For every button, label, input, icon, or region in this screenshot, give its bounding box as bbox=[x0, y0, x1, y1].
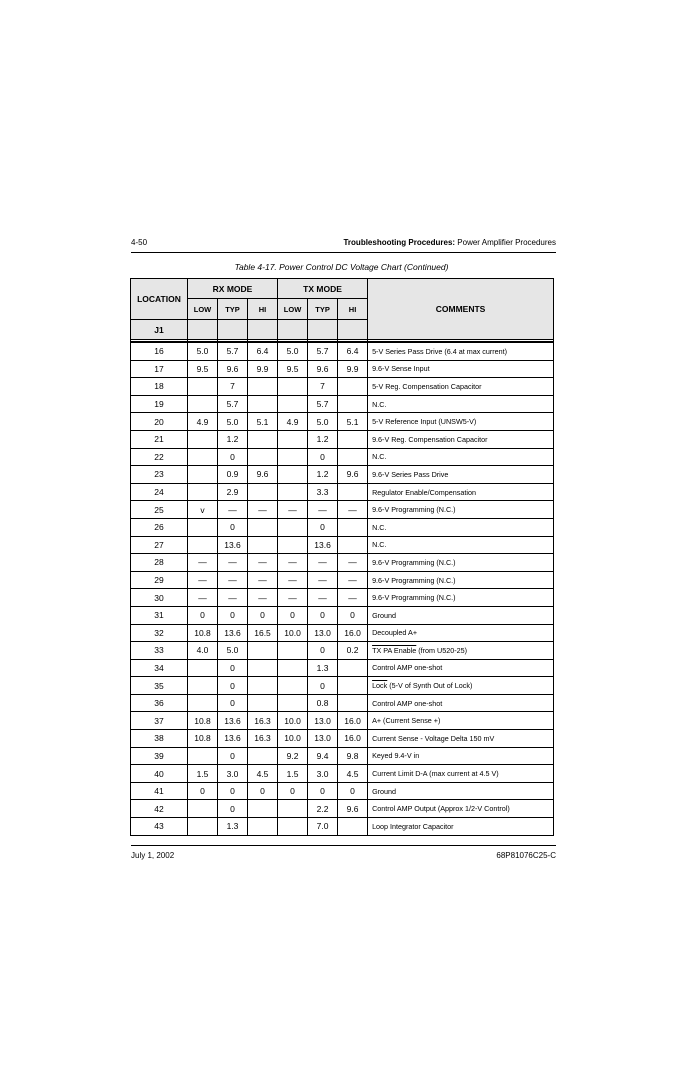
cell-rxh bbox=[248, 483, 278, 501]
cell-rxt: 0 bbox=[218, 782, 248, 800]
cell-rxh bbox=[248, 448, 278, 466]
cell-txt: — bbox=[308, 571, 338, 589]
cell-txl: 9.5 bbox=[278, 360, 308, 378]
cell-loc: 36 bbox=[131, 694, 188, 712]
cell-rxt: 1.2 bbox=[218, 430, 248, 448]
cell-comment: A+ (Current Sense +) bbox=[368, 712, 554, 730]
cell-rxh: — bbox=[248, 501, 278, 519]
cell-txt: 1.3 bbox=[308, 659, 338, 677]
cell-rxl bbox=[188, 466, 218, 484]
tx-hi-header: HI bbox=[338, 299, 368, 320]
cell-comment: 9.6-V Programming (N.C.) bbox=[368, 589, 554, 607]
cell-comment: Ground bbox=[368, 782, 554, 800]
cell-comment bbox=[368, 642, 554, 660]
section-title-rest: Power Amplifier Procedures bbox=[455, 238, 556, 247]
cell-txl bbox=[278, 818, 308, 836]
cell-txl: — bbox=[278, 589, 308, 607]
table-body bbox=[131, 340, 554, 836]
cell-loc: 26 bbox=[131, 518, 188, 536]
cell-comment: Decoupled A+ bbox=[368, 624, 554, 642]
page-header bbox=[131, 238, 556, 252]
page-number: 4-50 bbox=[131, 238, 148, 247]
blank-header-cell bbox=[308, 320, 338, 340]
cell-rxh: 16.5 bbox=[248, 624, 278, 642]
cell-rxl bbox=[188, 818, 218, 836]
cell-loc: 29 bbox=[131, 571, 188, 589]
page-footer bbox=[131, 851, 556, 865]
cell-txt: 9.4 bbox=[308, 747, 338, 765]
cell-comment: Current Limit D-A (max current at 4.5 V) bbox=[368, 765, 554, 783]
table-row bbox=[131, 466, 554, 484]
cell-rxl: — bbox=[188, 589, 218, 607]
cell-rxt: 0.9 bbox=[218, 466, 248, 484]
cell-txl: 10.0 bbox=[278, 624, 308, 642]
cell-rxl bbox=[188, 747, 218, 765]
blank-header-cell bbox=[278, 320, 308, 340]
cell-loc: 28 bbox=[131, 554, 188, 572]
cell-loc: 43 bbox=[131, 818, 188, 836]
cell-rxt: 2.9 bbox=[218, 483, 248, 501]
cell-txh: — bbox=[338, 571, 368, 589]
cell-loc: 27 bbox=[131, 536, 188, 554]
cell-loc: 17 bbox=[131, 360, 188, 378]
cell-loc: 22 bbox=[131, 448, 188, 466]
table-row bbox=[131, 677, 554, 695]
table-row bbox=[131, 747, 554, 765]
cell-rxl bbox=[188, 430, 218, 448]
table-row bbox=[131, 360, 554, 378]
cell-rxt: 5.0 bbox=[218, 642, 248, 660]
cell-comment: N.C. bbox=[368, 448, 554, 466]
cell-txl bbox=[278, 536, 308, 554]
cell-comment: N.C. bbox=[368, 518, 554, 536]
cell-comment: 9.6-V Programming (N.C.) bbox=[368, 554, 554, 572]
cell-rxl bbox=[188, 677, 218, 695]
connector-header: J1 bbox=[131, 320, 188, 340]
cell-txl bbox=[278, 642, 308, 660]
cell-comment: 9.6-V Series Pass Drive bbox=[368, 466, 554, 484]
cell-txh: 4.5 bbox=[338, 765, 368, 783]
cell-rxl: 1.5 bbox=[188, 765, 218, 783]
cell-txh bbox=[338, 448, 368, 466]
cell-rxl bbox=[188, 448, 218, 466]
cell-rxh bbox=[248, 677, 278, 695]
rx-hi-header: HI bbox=[248, 299, 278, 320]
blank-header-cell bbox=[218, 320, 248, 340]
cell-comment bbox=[368, 677, 554, 695]
cell-txl bbox=[278, 395, 308, 413]
cell-comment: 9.6-V Reg. Compensation Capacitor bbox=[368, 430, 554, 448]
cell-txt: 0.8 bbox=[308, 694, 338, 712]
table-row bbox=[131, 606, 554, 624]
cell-rxl bbox=[188, 536, 218, 554]
cell-rxh: 4.5 bbox=[248, 765, 278, 783]
cell-txl: 10.0 bbox=[278, 712, 308, 730]
cell-rxh: 0 bbox=[248, 782, 278, 800]
cell-rxh bbox=[248, 818, 278, 836]
cell-txh: 5.1 bbox=[338, 413, 368, 431]
cell-txl bbox=[278, 518, 308, 536]
cell-rxl: 10.8 bbox=[188, 624, 218, 642]
cell-loc: 23 bbox=[131, 466, 188, 484]
table-row bbox=[131, 730, 554, 748]
cell-txt: 13.6 bbox=[308, 536, 338, 554]
table-row bbox=[131, 694, 554, 712]
cell-rxl bbox=[188, 483, 218, 501]
cell-rxl: — bbox=[188, 554, 218, 572]
cell-loc: 37 bbox=[131, 712, 188, 730]
location-header: LOCATION bbox=[131, 279, 188, 320]
cell-txh: 9.9 bbox=[338, 360, 368, 378]
rx-low-header: LOW bbox=[188, 299, 218, 320]
cell-txl bbox=[278, 430, 308, 448]
cell-loc: 38 bbox=[131, 730, 188, 748]
cell-rxh: 9.6 bbox=[248, 466, 278, 484]
header-rule bbox=[131, 252, 556, 253]
cell-rxt: — bbox=[218, 554, 248, 572]
cell-loc: 33 bbox=[131, 642, 188, 660]
cell-rxh: 6.4 bbox=[248, 342, 278, 360]
tx-low-header: LOW bbox=[278, 299, 308, 320]
table-row bbox=[131, 571, 554, 589]
cell-txt: 3.3 bbox=[308, 483, 338, 501]
cell-comment: 5-V Series Pass Drive (6.4 at max current) bbox=[368, 342, 554, 360]
cell-txh bbox=[338, 694, 368, 712]
cell-rxl: v bbox=[188, 501, 218, 519]
cell-txl bbox=[278, 483, 308, 501]
cell-txl: 0 bbox=[278, 782, 308, 800]
cell-rxt: 0 bbox=[218, 448, 248, 466]
cell-loc: 24 bbox=[131, 483, 188, 501]
table-row bbox=[131, 818, 554, 836]
cell-txl bbox=[278, 694, 308, 712]
cell-txt: 13.0 bbox=[308, 730, 338, 748]
cell-loc: 40 bbox=[131, 765, 188, 783]
cell-txh: 16.0 bbox=[338, 730, 368, 748]
comment-overlined: TX PA Enable bbox=[372, 645, 417, 655]
cell-txl bbox=[278, 466, 308, 484]
cell-rxl: 9.5 bbox=[188, 360, 218, 378]
cell-rxt: 13.6 bbox=[218, 624, 248, 642]
cell-txh: 0 bbox=[338, 782, 368, 800]
cell-txt: 1.2 bbox=[308, 430, 338, 448]
cell-txl: 0 bbox=[278, 606, 308, 624]
table-row bbox=[131, 501, 554, 519]
cell-rxl: 5.0 bbox=[188, 342, 218, 360]
cell-rxt: 13.6 bbox=[218, 712, 248, 730]
cell-loc: 18 bbox=[131, 378, 188, 396]
comments-header: COMMENTS bbox=[368, 279, 554, 340]
cell-rxh bbox=[248, 659, 278, 677]
cell-rxt: 13.6 bbox=[218, 536, 248, 554]
cell-rxh: 16.3 bbox=[248, 730, 278, 748]
comment-rest: (from U520-25) bbox=[416, 645, 468, 655]
tx-typ-header: TYP bbox=[308, 299, 338, 320]
comment-rest: (5-V of Synth Out of Lock) bbox=[387, 681, 473, 691]
cell-rxh bbox=[248, 800, 278, 818]
cell-rxh bbox=[248, 395, 278, 413]
comment-overlined: Lock bbox=[372, 681, 388, 691]
cell-rxt: 0 bbox=[218, 518, 248, 536]
cell-txh bbox=[338, 378, 368, 396]
table-row bbox=[131, 395, 554, 413]
cell-txh: 0 bbox=[338, 606, 368, 624]
cell-txt: 9.6 bbox=[308, 360, 338, 378]
cell-txl: — bbox=[278, 501, 308, 519]
cell-rxh: — bbox=[248, 571, 278, 589]
table-caption: Table 4-17. Power Control DC Voltage Chart (Continued) bbox=[234, 262, 449, 272]
table-row bbox=[131, 800, 554, 818]
cell-txh bbox=[338, 659, 368, 677]
cell-rxl: 10.8 bbox=[188, 730, 218, 748]
cell-rxt: 1.3 bbox=[218, 818, 248, 836]
cell-txh bbox=[338, 483, 368, 501]
cell-rxt: — bbox=[218, 571, 248, 589]
cell-loc: 34 bbox=[131, 659, 188, 677]
cell-txl bbox=[278, 677, 308, 695]
cell-txt: 2.2 bbox=[308, 800, 338, 818]
cell-txh: — bbox=[338, 554, 368, 572]
cell-loc: 32 bbox=[131, 624, 188, 642]
cell-rxl: 10.8 bbox=[188, 712, 218, 730]
table-row bbox=[131, 624, 554, 642]
power-control-voltage-table bbox=[130, 278, 554, 836]
cell-txt: — bbox=[308, 589, 338, 607]
cell-rxh: — bbox=[248, 554, 278, 572]
cell-txl: 5.0 bbox=[278, 342, 308, 360]
cell-txt: 1.2 bbox=[308, 466, 338, 484]
cell-txh bbox=[338, 677, 368, 695]
cell-comment: N.C. bbox=[368, 395, 554, 413]
table-row bbox=[131, 642, 554, 660]
table-row bbox=[131, 659, 554, 677]
cell-txh bbox=[338, 518, 368, 536]
cell-loc: 41 bbox=[131, 782, 188, 800]
cell-loc: 19 bbox=[131, 395, 188, 413]
cell-rxt: 0 bbox=[218, 694, 248, 712]
table-row bbox=[131, 342, 554, 360]
table-row bbox=[131, 765, 554, 783]
cell-rxt: 3.0 bbox=[218, 765, 248, 783]
rx-mode-header: RX MODE bbox=[188, 279, 278, 299]
cell-txh: 0.2 bbox=[338, 642, 368, 660]
cell-txt: 0 bbox=[308, 448, 338, 466]
cell-comment: Keyed 9.4-V in bbox=[368, 747, 554, 765]
cell-rxl: 0 bbox=[188, 782, 218, 800]
cell-rxl bbox=[188, 659, 218, 677]
cell-txh: — bbox=[338, 501, 368, 519]
cell-txh: 6.4 bbox=[338, 342, 368, 360]
blank-header-cell bbox=[188, 320, 218, 340]
cell-rxh: 16.3 bbox=[248, 712, 278, 730]
cell-txt: 0 bbox=[308, 642, 338, 660]
table-row bbox=[131, 589, 554, 607]
cell-txt: 7 bbox=[308, 378, 338, 396]
tx-mode-header: TX MODE bbox=[278, 279, 368, 299]
cell-rxh: 5.1 bbox=[248, 413, 278, 431]
cell-txh: 9.6 bbox=[338, 800, 368, 818]
cell-txl bbox=[278, 800, 308, 818]
cell-loc: 21 bbox=[131, 430, 188, 448]
cell-txh: 16.0 bbox=[338, 624, 368, 642]
cell-loc: 20 bbox=[131, 413, 188, 431]
cell-rxl: 0 bbox=[188, 606, 218, 624]
blank-header-cell bbox=[338, 320, 368, 340]
footer-rule bbox=[131, 845, 556, 846]
blank-header-cell bbox=[248, 320, 278, 340]
cell-rxl bbox=[188, 378, 218, 396]
cell-comment: 5-V Reg. Compensation Capacitor bbox=[368, 378, 554, 396]
cell-comment: 9.6-V Programming (N.C.) bbox=[368, 501, 554, 519]
cell-rxh bbox=[248, 518, 278, 536]
cell-rxh: — bbox=[248, 589, 278, 607]
cell-rxt: — bbox=[218, 501, 248, 519]
table-row bbox=[131, 536, 554, 554]
table-row bbox=[131, 413, 554, 431]
cell-rxl: — bbox=[188, 571, 218, 589]
cell-txl bbox=[278, 378, 308, 396]
cell-rxt: 5.7 bbox=[218, 395, 248, 413]
table-row bbox=[131, 430, 554, 448]
cell-loc: 31 bbox=[131, 606, 188, 624]
cell-rxt: 0 bbox=[218, 747, 248, 765]
cell-rxl: 4.0 bbox=[188, 642, 218, 660]
cell-txh bbox=[338, 395, 368, 413]
table-row bbox=[131, 518, 554, 536]
cell-rxl bbox=[188, 800, 218, 818]
cell-rxt: 5.0 bbox=[218, 413, 248, 431]
cell-comment: 9.6-V Sense Input bbox=[368, 360, 554, 378]
cell-txt: 0 bbox=[308, 782, 338, 800]
cell-rxl bbox=[188, 518, 218, 536]
cell-rxh bbox=[248, 378, 278, 396]
cell-txl: — bbox=[278, 554, 308, 572]
cell-txh bbox=[338, 430, 368, 448]
table-row bbox=[131, 782, 554, 800]
section-title bbox=[343, 238, 556, 247]
table-row bbox=[131, 483, 554, 501]
cell-rxl: 4.9 bbox=[188, 413, 218, 431]
cell-txl: — bbox=[278, 571, 308, 589]
cell-txl: 9.2 bbox=[278, 747, 308, 765]
cell-rxh bbox=[248, 430, 278, 448]
cell-loc: 30 bbox=[131, 589, 188, 607]
cell-rxt: 0 bbox=[218, 659, 248, 677]
cell-txt: 13.0 bbox=[308, 712, 338, 730]
cell-txh: 9.6 bbox=[338, 466, 368, 484]
cell-comment: Loop Integrator Capacitor bbox=[368, 818, 554, 836]
cell-loc: 42 bbox=[131, 800, 188, 818]
cell-txl: 4.9 bbox=[278, 413, 308, 431]
cell-txl bbox=[278, 448, 308, 466]
cell-txt: 5.0 bbox=[308, 413, 338, 431]
cell-txl: 1.5 bbox=[278, 765, 308, 783]
cell-rxl bbox=[188, 395, 218, 413]
cell-txl: 10.0 bbox=[278, 730, 308, 748]
cell-rxl bbox=[188, 694, 218, 712]
cell-txh: 9.8 bbox=[338, 747, 368, 765]
cell-comment: Regulator Enable/Compensation bbox=[368, 483, 554, 501]
cell-loc: 25 bbox=[131, 501, 188, 519]
cell-loc: 16 bbox=[131, 342, 188, 360]
cell-txt: 0 bbox=[308, 606, 338, 624]
cell-rxh bbox=[248, 642, 278, 660]
cell-txh: — bbox=[338, 589, 368, 607]
cell-rxt: 0 bbox=[218, 677, 248, 695]
cell-txl bbox=[278, 659, 308, 677]
cell-loc: 35 bbox=[131, 677, 188, 695]
cell-comment: Control AMP one-shot bbox=[368, 694, 554, 712]
cell-rxt: — bbox=[218, 589, 248, 607]
cell-rxh: 9.9 bbox=[248, 360, 278, 378]
table-row bbox=[131, 554, 554, 572]
cell-rxh bbox=[248, 747, 278, 765]
cell-rxh: 0 bbox=[248, 606, 278, 624]
cell-loc: 39 bbox=[131, 747, 188, 765]
cell-comment: N.C. bbox=[368, 536, 554, 554]
cell-txt: — bbox=[308, 501, 338, 519]
table-row bbox=[131, 712, 554, 730]
cell-comment: Control AMP one-shot bbox=[368, 659, 554, 677]
table-row bbox=[131, 378, 554, 396]
cell-txt: 5.7 bbox=[308, 395, 338, 413]
cell-txt: 13.0 bbox=[308, 624, 338, 642]
cell-comment: Ground bbox=[368, 606, 554, 624]
cell-rxh bbox=[248, 536, 278, 554]
table-row bbox=[131, 448, 554, 466]
footer-date: July 1, 2002 bbox=[131, 851, 175, 860]
cell-txt: 7.0 bbox=[308, 818, 338, 836]
cell-rxt: 0 bbox=[218, 800, 248, 818]
cell-txh: 16.0 bbox=[338, 712, 368, 730]
cell-rxh bbox=[248, 694, 278, 712]
cell-rxt: 13.6 bbox=[218, 730, 248, 748]
cell-comment: 9.6-V Programming (N.C.) bbox=[368, 571, 554, 589]
cell-txt: 0 bbox=[308, 518, 338, 536]
cell-comment: Control AMP Output (Approx 1/2-V Control) bbox=[368, 800, 554, 818]
cell-txh bbox=[338, 818, 368, 836]
cell-rxt: 7 bbox=[218, 378, 248, 396]
cell-comment: 5-V Reference Input (UNSW5-V) bbox=[368, 413, 554, 431]
footer-doc-number: 68P81076C25-C bbox=[496, 851, 556, 860]
cell-txt: — bbox=[308, 554, 338, 572]
cell-rxt: 9.6 bbox=[218, 360, 248, 378]
rx-typ-header: TYP bbox=[218, 299, 248, 320]
cell-txt: 0 bbox=[308, 677, 338, 695]
cell-txt: 5.7 bbox=[308, 342, 338, 360]
cell-rxt: 5.7 bbox=[218, 342, 248, 360]
cell-comment: Current Sense - Voltage Delta 150 mV bbox=[368, 730, 554, 748]
cell-rxt: 0 bbox=[218, 606, 248, 624]
cell-txh bbox=[338, 536, 368, 554]
cell-txt: 3.0 bbox=[308, 765, 338, 783]
section-title-bold: Troubleshooting Procedures: bbox=[343, 238, 456, 247]
